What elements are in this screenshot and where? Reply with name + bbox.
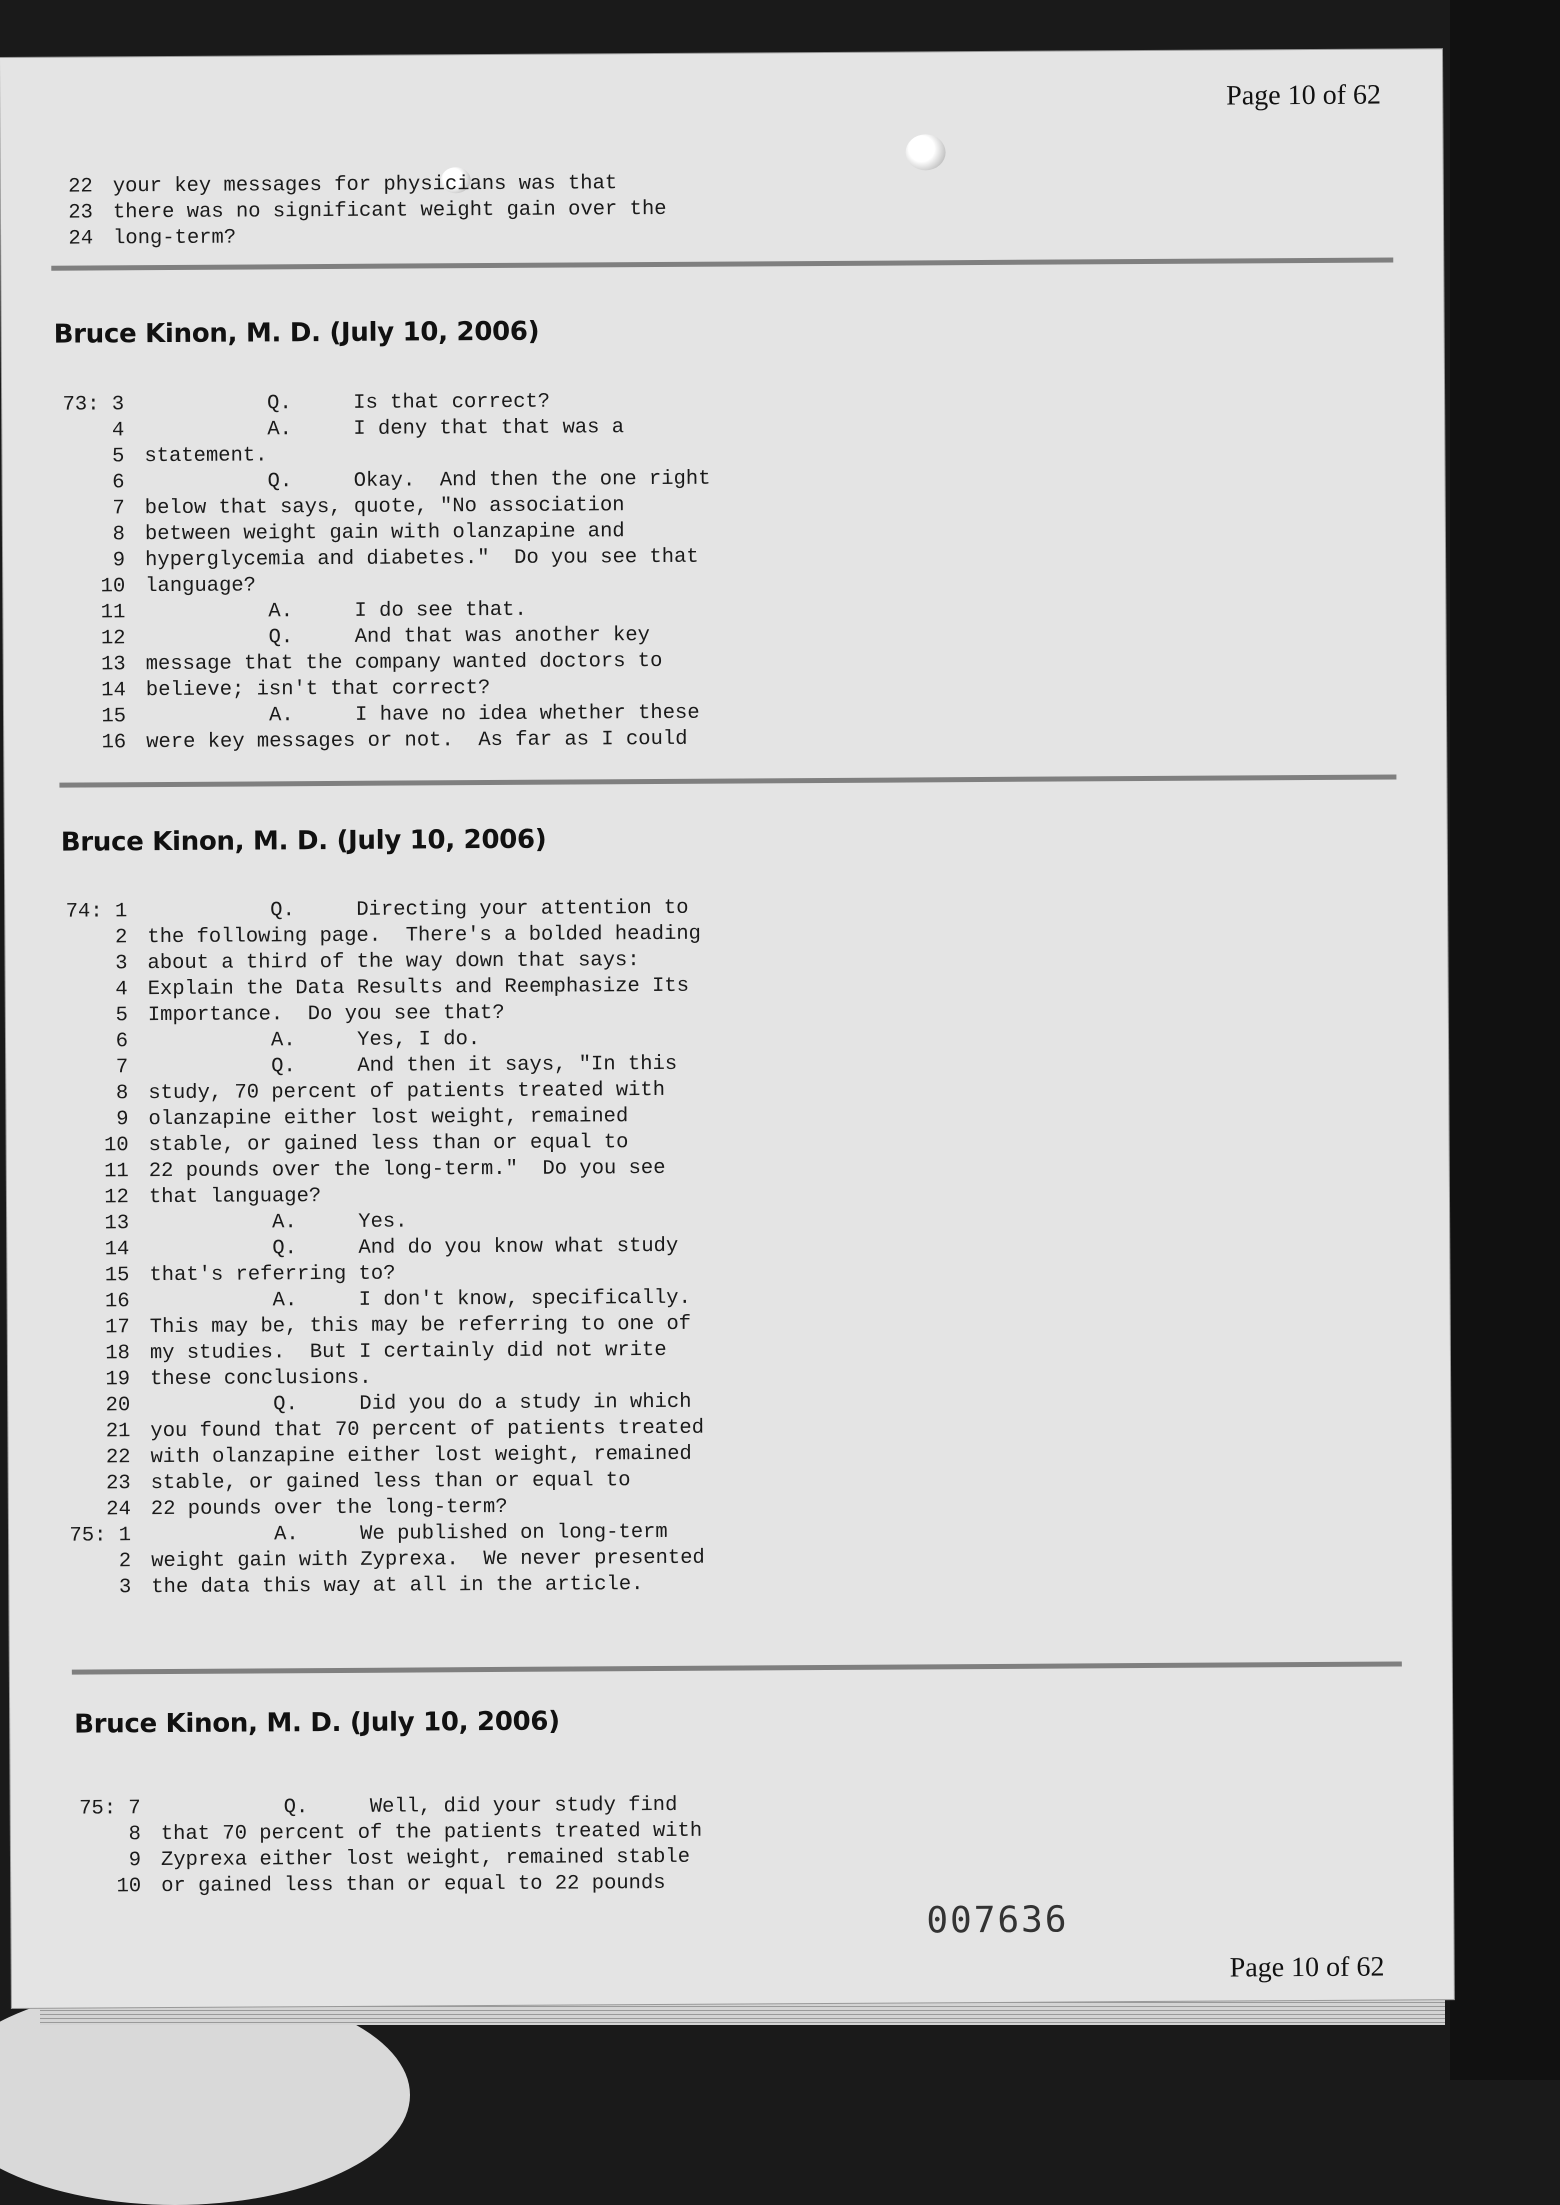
transcript-line: 24 22 pounds over the long-term? [106,1495,508,1522]
transcript-line: 6 A. Yes, I do. [115,1028,481,1054]
transcript-line: 2 weight gain with Zyprexa. We never presented [118,1546,705,1574]
background-edge-right [1450,0,1560,2080]
transcript-line: 12 Q. And that was another key [100,624,651,651]
transcript-line: 11 22 pounds over the long-term." Do you see [104,1156,666,1184]
transcript-line: 22 with olanzapine either lost weight, remained [105,1442,692,1470]
transcript-line: 13 message that the company wanted doctors to [101,649,663,677]
transcript-page [0,49,1454,2008]
transcript-line: 23 stable, or gained less than or equal to [106,1469,631,1496]
transcript-line: 5 statement. [112,444,268,469]
section-heading: Bruce Kinon, M. D. (July 10, 2006) [60,824,547,858]
section-divider [51,257,1393,270]
section-heading: Bruce Kinon, M. D. (July 10, 2006) [74,1706,560,1740]
transcript-line: 10 language? [100,574,257,599]
transcript-line: 6 Q. Okay. And then the one right [112,467,711,495]
transcript-line: 14 believe; isn't that correct? [101,677,491,703]
transcript-line: 73: 3 Q. Is that correct? [62,390,551,417]
transcript-line: 9 hyperglycemia and diabetes." Do you see that [112,545,699,573]
transcript-line: 23 there was no significant weight gain over the [68,197,667,225]
transcript-line: 18 my studies. But I certainly did not write [105,1338,667,1366]
transcript-line: 21 you found that 70 percent of patients treated [105,1416,705,1444]
transcript-line: 5 Importance. Do you see that? [115,1001,505,1028]
transcript-line: 3 the data this way at all in the article. [118,1573,644,1600]
transcript-block-0 [1,172,667,254]
transcript-line: 8 study, 70 percent of patients treated with [115,1078,666,1106]
transcript-line: 7 Q. And then it says, "In this [115,1052,678,1080]
transcript-line: 4 A. I deny that that was a [111,416,625,443]
pushpin-icon [905,134,945,170]
transcript-line: 4 Explain the Data Results and Reemphasize Its [115,974,690,1002]
transcript-line: 3 about a third of the way down that says: [115,949,640,976]
transcript-line: 10 or gained less than or equal to 22 pounds [116,1871,666,1899]
transcript-line: 16 A. I don't know, specifically. [104,1286,691,1314]
transcript-line: 9 Zyprexa either lost weight, remained stable [128,1845,691,1873]
transcript-line: 74: 1 Q. Directing your attention to [65,896,689,924]
transcript-line: 75: 1 A. We published on long-term [69,1520,668,1548]
section-divider [72,1661,1402,1674]
transcript-line: 20 Q. Did you do a study in which [105,1390,692,1418]
transcript-line: 11 A. I do see that. [100,598,527,625]
transcript-block-3 [49,1794,703,1902]
section-divider [59,774,1396,787]
transcript-line: 8 that 70 percent of the patients treated with [128,1819,703,1847]
transcript-line: 24 long-term? [68,226,237,251]
transcript-line: 2 the following page. There's a bolded heading [114,922,702,950]
transcript-line: 13 A. Yes. [104,1210,408,1236]
transcript-line: 14 Q. And do you know what study [104,1234,679,1262]
page-number-bottom: Page 10 of 62 [1229,1951,1385,1984]
transcript-line: 7 below that says, quote, "No association [112,494,625,521]
transcript-line: 9 olanzapine either lost weight, remained [116,1105,629,1132]
bates-number: 007636 [926,1899,1069,1942]
transcript-line: 12 that language? [104,1185,322,1210]
transcript-line: 15 A. I have no idea whether these [101,701,700,729]
page-number-top: Page 10 of 62 [1226,79,1382,112]
section-heading: Bruce Kinon, M. D. (July 10, 2006) [53,316,540,350]
transcript-line: 19 these conclusions. [105,1366,372,1392]
transcript-line: 16 were key messages or not. As far as I could [101,727,688,755]
transcript-line: 22 your key messages for physicians was that [68,172,618,199]
transcript-line: 75: 7 Q. Well, did your study find [79,1793,678,1821]
transcript-line: 17 This may be, this may be referring to one of [105,1312,692,1340]
transcript-line: 10 stable, or gained less than or equal to [103,1131,629,1158]
transcript-block-2 [35,897,705,1603]
transcript-block-1 [32,390,712,758]
transcript-line: 15 that's referring to? [104,1262,396,1288]
transcript-line: 8 between weight gain with olanzapine and [112,520,625,547]
